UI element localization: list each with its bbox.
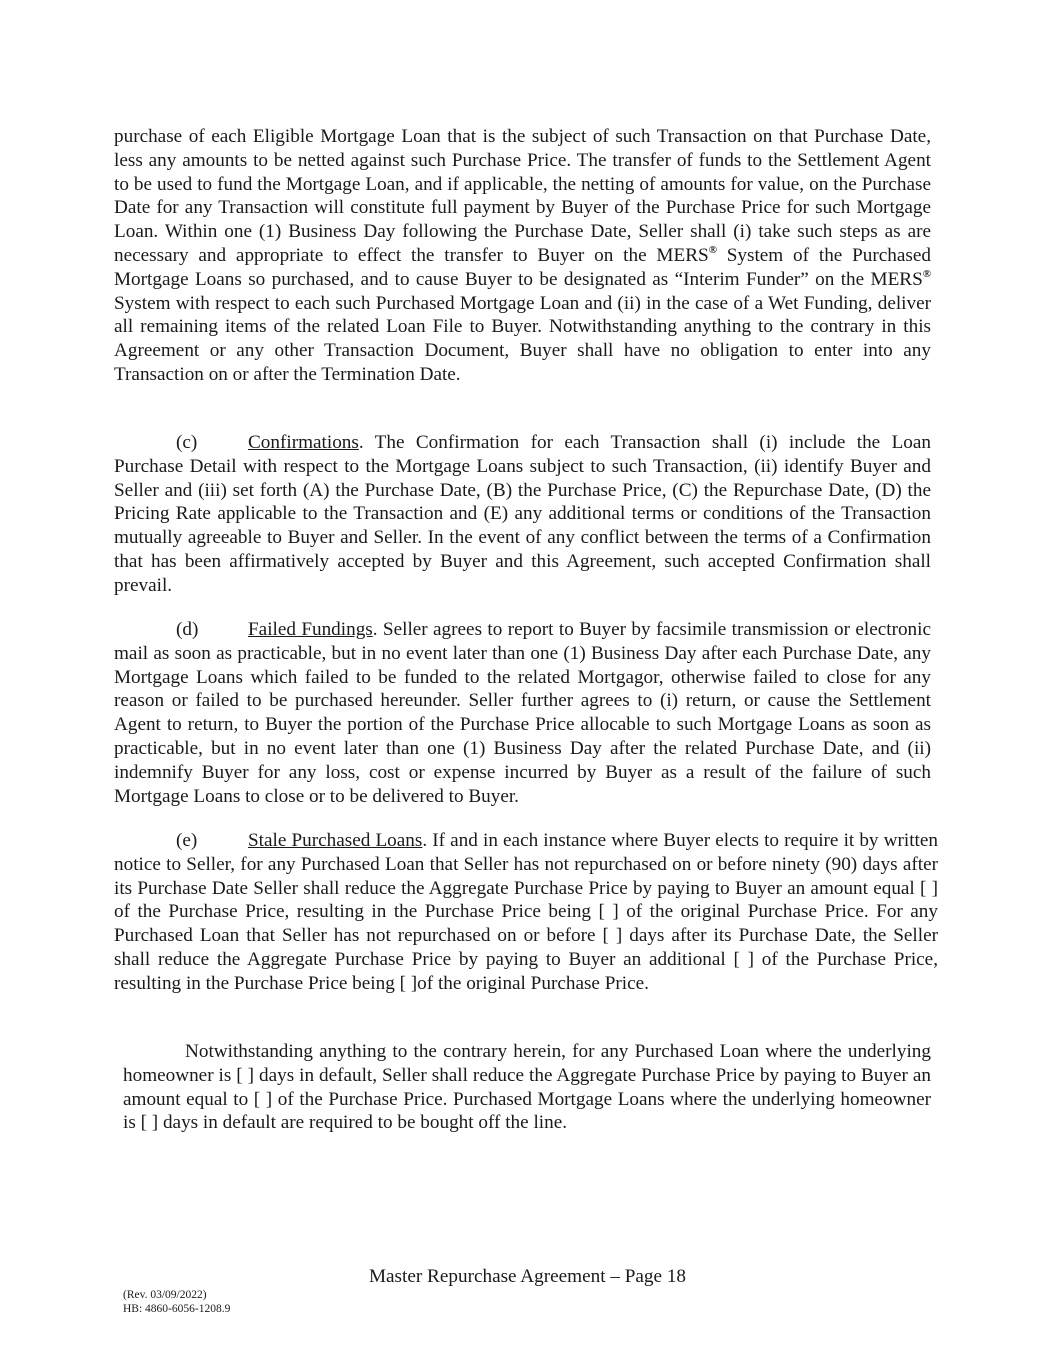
paragraph-e-label: (e): [176, 830, 198, 851]
paragraph-c-text: . The Confirmation for each Transaction shall (i) include the Loan Purchase Detail with respect to the Mortgage Loans subject to such Transaction, (ii) identify Buyer and Seller and (iii) set forth (A) the Purchase Date, (B) the Purchase Price, (C) the Repurchase Date, (D) the Pricing Rate applicable to the Transaction and (E) any additional terms or conditions of the Transaction mutually agreeable to Buyer and Seller. In the event of any conflict between the terms of a Confirmation that has been affirmatively accepted by Buyer and this Agreement, such accepted Confirmation shall prevail.: [114, 432, 931, 596]
footer-page-title: Master Repurchase Agreement – Page 18: [368, 1266, 687, 1287]
paragraph-b-text-2: System of the Purchased Mortgage Loans so purchased, and to cause Buyer to be designated as “Interim Funder” on the MERS: [114, 244, 931, 290]
paragraph-e-heading: Stale Purchased Loans: [248, 830, 423, 851]
paragraph-e-text: . If and in each instance where Buyer elects to require it by written notice to Seller, for any Purchased Loan that Seller has not repurchased on or before ninety (90) days after its Purchase Date Seller shall reduce the Aggregate Purchase Price by paying to Buyer an amount equal [ ] of the Purchase Price, resulting in the Purchase Price being [ ] of the original Purchase Price. For any Purchased Loan that Seller has not repurchased on or before [ ] days after its Purchase Date, the Seller shall reduce the Aggregate Purchase Price by paying to Buyer an additional [ ] of the Purchase Price, resulting in the Purchase Price being [ ]of the original Purchase Price.: [114, 830, 938, 994]
paragraph-d-text: . Seller agrees to report to Buyer by facsimile transmission or electronic mail as soon as practicable, but in no event later than one (1) Business Day after each Purchase Date, any Mortgage Loans which failed to be funded to the related Mortgagor, otherwise failed to close for any reason or failed to be purchased hereunder. Seller further agrees to (i) return, or cause the Settlement Agent to return, to Buyer the portion of the Purchase Price allocable to such Mortgage Loans as soon as practicable, but in no event later than one (1) Business Day after the related Purchase Date, and (ii) indemnify Buyer for any loss, cost or expense incurred by Buyer as a result of the failure of such Mortgage Loans to close or to be delivered to Buyer.: [114, 619, 931, 807]
paragraph-c: [114, 431, 931, 598]
paragraph-notwithstanding: [123, 1040, 931, 1135]
footer-revision: (Rev. 03/09/2022): [123, 1289, 207, 1301]
paragraph-b-continuation: [114, 125, 931, 387]
paragraph-c-heading: Confirmations: [248, 432, 359, 453]
paragraph-b-text-1: purchase of each Eligible Mortgage Loan that is the subject of such Transaction on that Purchase Date, less any amounts to be netted against such Purchase Price. The transfer of funds to the Settlement Agent to be used to fund the Mortgage Loan, and if applicable, the netting of amounts for value, on the Purchase Date for any Transaction will constitute full payment by Buyer of the Purchase Price for such Mortgage Loan. Within one (1) Business Day following the Purchase Date, Seller shall (i) take such steps as are necessary and appropriate to effect the transfer to Buyer on the MERS: [114, 126, 931, 266]
paragraph-e: [114, 829, 938, 996]
paragraph-b-text-3: System with respect to each such Purchased Mortgage Loan and (ii) in the case of a Wet Funding, deliver all remaining items of the related Loan File to Buyer. Notwithstanding anything to the contrary in this Agreement or any other Transaction Document, Buyer shall have no obligation to enter into any Transaction on or after the Termination Date.: [114, 292, 931, 385]
paragraph-c-label: (c): [176, 432, 198, 453]
registered-mark: ®: [708, 243, 717, 256]
paragraph-d-label: (d): [176, 619, 199, 640]
paragraph-d: [114, 618, 931, 808]
paragraph-notwithstanding-text: Notwithstanding anything to the contrary herein, for any Purchased Loan where the underlying homeowner is [ ] days in default, Seller shall reduce the Aggregate Purchase Price by paying to Buyer an amount equal to [ ] of the Purchase Price. Purchased Mortgage Loans where the underlying homeowner is [ ] days in default are required to be bought off the line.: [123, 1041, 931, 1134]
paragraph-d-heading: Failed Fundings: [248, 619, 373, 640]
footer-doc-id: HB: 4860-6056-1208.9: [123, 1303, 231, 1315]
registered-mark: ®: [922, 267, 931, 280]
